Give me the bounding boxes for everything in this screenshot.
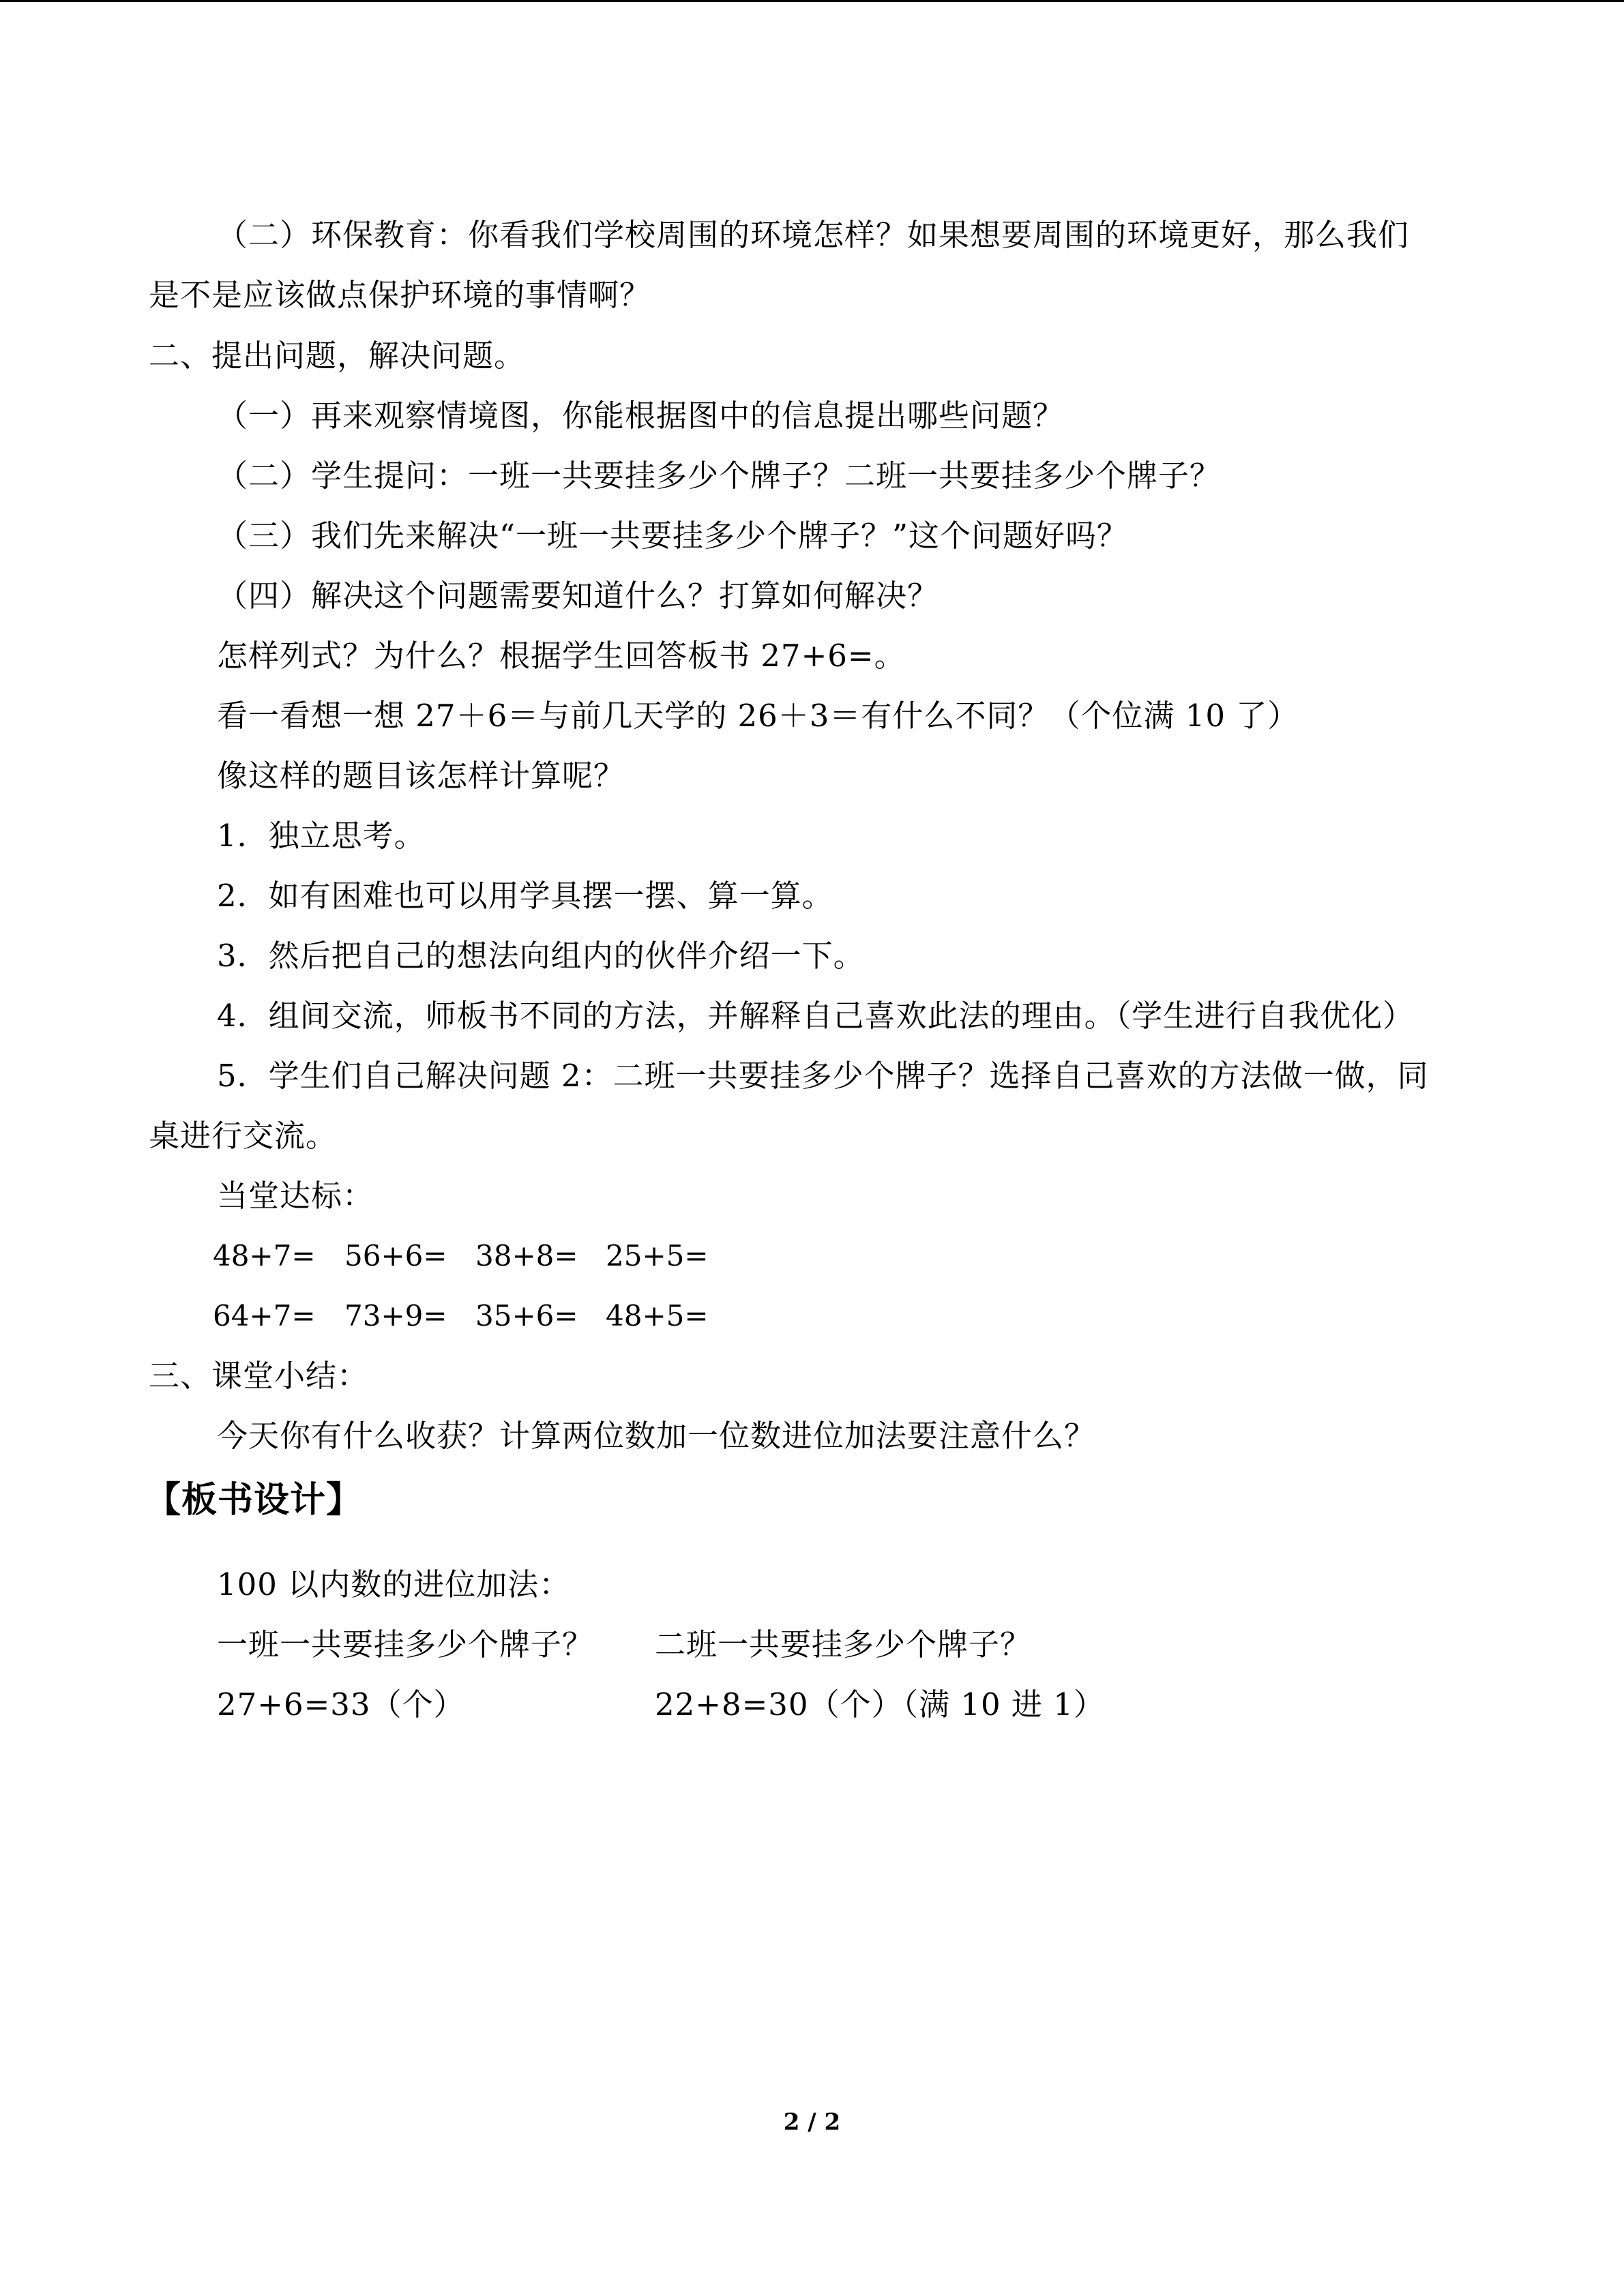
exercise-item: 73+9=	[344, 1299, 447, 1332]
section-heading-summary: 三、课堂小结：	[149, 1358, 369, 1394]
board-question-class-2: 二班一共要挂多少个牌子？	[655, 1626, 1032, 1663]
exercise-item: 48+5=	[606, 1299, 709, 1332]
board-title: 100 以内数的进位加法：	[217, 1566, 571, 1602]
section-heading-ask-solve: 二、提出问题，解决问题。	[149, 338, 526, 374]
exercise-heading: 当堂达标：	[217, 1178, 374, 1214]
step-5: 5．学生们自己解决问题 2：二班一共要挂多少个牌子？选择自己喜欢的方法做一做，同	[217, 1058, 1429, 1094]
page-top-border	[0, 0, 1624, 2]
paragraph-env-education: （二）环保教育：你看我们学校周围的环境怎样？如果想要周围的环境更好，那么我们	[217, 217, 1410, 253]
paragraph-solve-first: （三）我们先来解决“一班一共要挂多少个牌子？”这个问题好吗？	[217, 518, 1129, 554]
paragraph-student-questions: （二）学生提问：一班一共要挂多少个牌子？二班一共要挂多少个牌子？	[217, 458, 1222, 494]
paragraph-how-to-calc: 像这样的题目该怎样计算呢？	[217, 758, 625, 794]
exercise-item: 38+8=	[475, 1239, 578, 1272]
board-design-heading: 【板书设计】	[145, 1479, 363, 1521]
paragraph-what-to-know: （四）解决这个问题需要知道什么？打算如何解决？	[217, 578, 939, 614]
step-4: 4．组间交流，师板书不同的方法，并解释自己喜欢此法的理由。（学生进行自我优化）	[217, 998, 1415, 1034]
exercise-item: 56+6=	[344, 1239, 447, 1272]
page-number: 2 / 2	[783, 2108, 841, 2136]
board-answer-class-1: 27+6=33（个）	[217, 1686, 465, 1723]
exercise-item: 25+5=	[606, 1239, 709, 1272]
paragraph-env-education-cont: 是不是应该做点保护环境的事情啊？	[149, 277, 651, 313]
step-2: 2．如有困难也可以用学具摆一摆、算一算。	[217, 878, 833, 914]
exercise-item: 48+7=	[213, 1239, 316, 1272]
paragraph-how-to-write: 怎样列式？为什么？根据学生回答板书 27+6=。	[217, 638, 906, 674]
exercise-item: 64+7=	[213, 1299, 316, 1332]
board-answer-class-2: 22+8=30（个）（满 10 进 1）	[655, 1686, 1105, 1723]
step-3: 3．然后把自己的想法向组内的伙伴介绍一下。	[217, 938, 865, 974]
paragraph-observe-picture: （一）再来观察情境图，你能根据图中的信息提出哪些问题？	[217, 398, 1065, 434]
exercise-item: 35+6=	[475, 1299, 578, 1332]
paragraph-summary: 今天你有什么收获？计算两位数加一位数进位加法要注意什么？	[217, 1418, 1096, 1454]
step-5-cont: 桌进行交流。	[149, 1118, 338, 1154]
board-question-class-1: 一班一共要挂多少个牌子？	[217, 1626, 594, 1663]
step-1: 1．独立思考。	[217, 818, 426, 854]
paragraph-compare: 看一看想一想 27＋6＝与前几天学的 26＋3＝有什么不同？（个位满 10 了）	[217, 698, 1299, 734]
